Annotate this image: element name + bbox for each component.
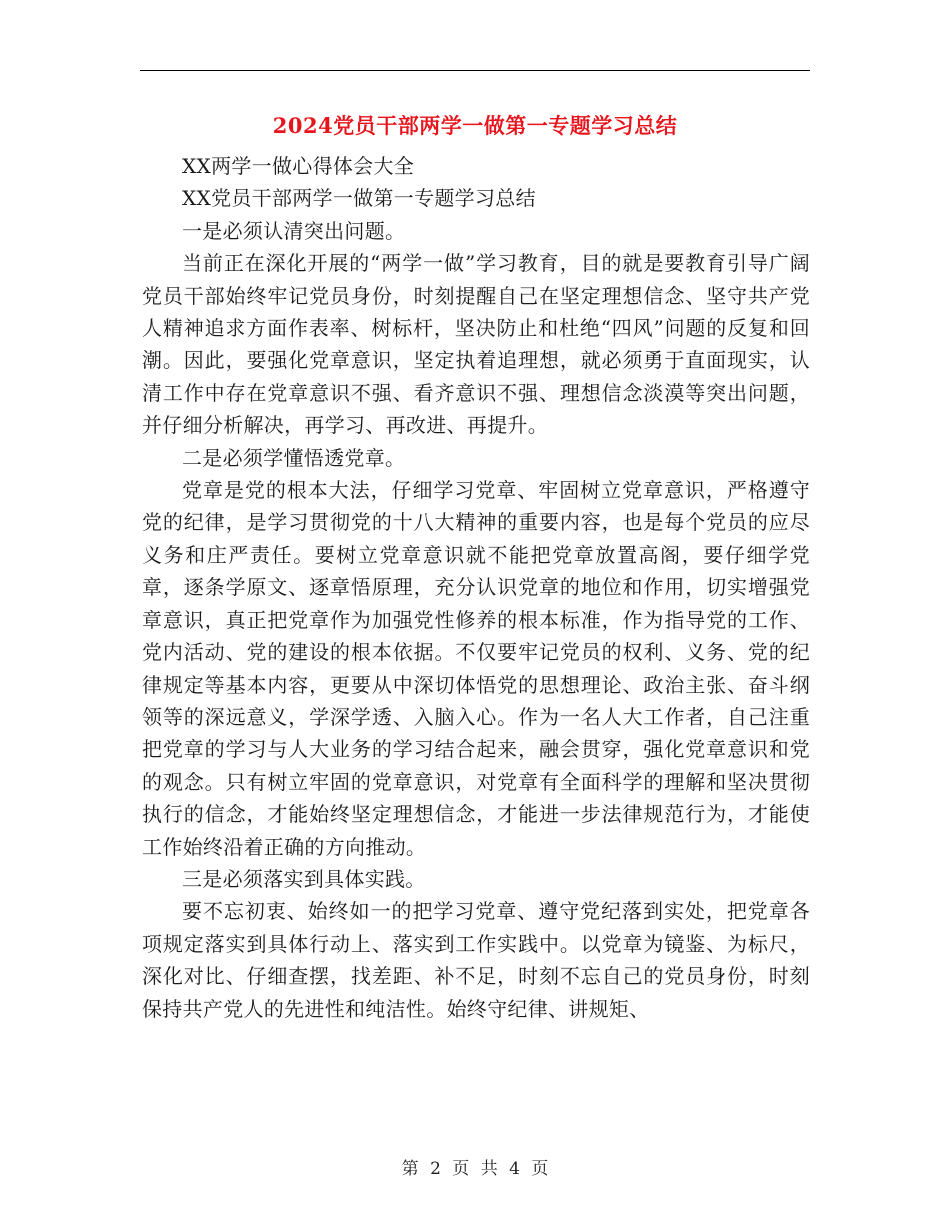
paragraph-1: XX两学一做心得体会大全	[182, 154, 415, 178]
section-heading-3: 三是必须落实到具体实践。	[182, 866, 426, 891]
paragraph-3: 当前正在深化开展的“两学一做”学习教育，目的就是要教育引导广阔党员干部始终牢记党员身份，时刻提醒自己在坚定理想信念、坚守共产党人精神追求方面作表率、树标杆，坚决防止和杜绝“四风”问题的反复和回潮。因此，要强化党章意识，坚定执着追理想，就必须勇于直面现实，认清工作中存在党章意识不强、看齐意识不强、理想信念淡漠等突出问题，并仔细分析解决，再学习、再改进、再提升。	[142, 251, 810, 438]
document-body	[142, 150, 810, 1025]
paragraph-2: XX党员干部两学一做第一专题学习总结	[182, 186, 536, 211]
section-heading-2: 二是必须学懂悟透党章。	[182, 445, 406, 470]
paragraph-5: 要不忘初衷、始终如一的把学习党章、遵守党纪落到实处，把党章各项规定落实到具体行动上、落实到工作实践中。以党章为镜鉴、为标尺，深化对比、仔细查摆，找差距、补不足，时刻不忘自己的党员身份，时刻保持共产党人的先进性和纯洁性。始终守纪律、讲规矩、	[142, 899, 810, 1021]
page-number-footer: 第 2 页 共 4 页	[401, 1159, 549, 1179]
paragraph-4: 党章是党的根本大法，仔细学习党章、牢固树立党章意识，严格遵守党的纪律，是学习贯彻党的十八大精神的重要内容，也是每个党员的应尽义务和庄严责任。要树立党章意识就不能把党章放置高阁，要仔细学党章，逐条学原文、逐章悟原理，充分认识党章的地位和作用，切实增强党章意识，真正把党章作为加强党性修养的根本标准，作为指导党的工作、党内活动、党的建设的根本依据。不仅要牢记党员的权利、义务、党的纪律规定等基本内容，更要从中深切体悟党的思想理论、政治主张、奋斗纲领等的深远意义，学深学透、入脑入心。作为一名人大工作者，自己注重把党章的学习与人大业务的学习结合起来，融会贯穿，强化党章意识和党的观念。只有树立牢固的党章意识，对党章有全面科学的理解和坚决贯彻执行的信念，才能始终坚定理想信念，才能进一步法律规范行为，才能使工作始终沿着正确的方向推动。	[142, 478, 810, 859]
header-rule	[140, 70, 810, 71]
document-title: 2024党员干部两学一做第一专题学习总结	[272, 113, 678, 138]
section-heading-1: 一是必须认清突出问题。	[182, 218, 406, 243]
